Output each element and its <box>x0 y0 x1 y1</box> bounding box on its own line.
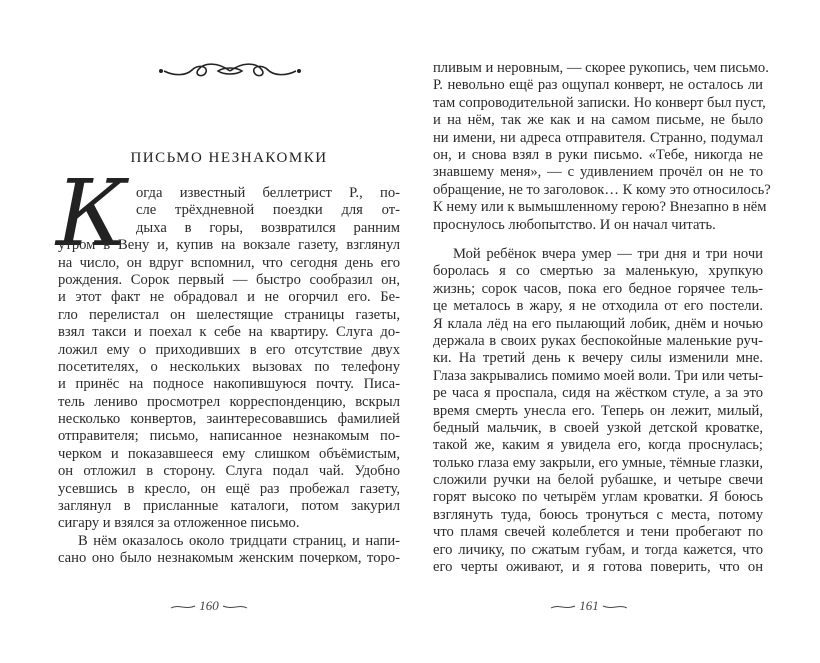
text-line: несколько конвертов, заинтересовавшись фамилией <box>58 411 400 428</box>
text-line: ре часа я проспала, сидя на жёстком стуле, а за это <box>433 385 763 402</box>
text-line: пливым и неровным, — скорее рукопись, чем письмо. <box>433 60 769 76</box>
text-line: сле трёхдневной поездки для от- <box>136 202 400 219</box>
text-line: он, и снова взял в руки письмо. «Тебе, никогда не <box>433 146 763 163</box>
text-line: обращение, не то заголовок… К кому это относилось? <box>433 181 771 198</box>
page-number-right <box>550 598 628 614</box>
right-page <box>410 0 820 663</box>
text-line: отправителя; письмо, написанное незнакомым по- <box>58 428 400 445</box>
right-page-paragraph-1 <box>433 60 771 234</box>
text-line: дыха в горы, возвратился ранним <box>136 219 400 236</box>
text-line: усевшись в кресло, он ещё раз пробежал газету, <box>58 480 400 497</box>
text-line: время смерть унесла его. Теперь он лежит, милый, <box>433 402 763 419</box>
text-line: ки. На третий день к вечеру силы изменили мне. <box>433 350 763 367</box>
swash-left-icon <box>170 603 196 611</box>
flourish-ornament-icon <box>158 58 302 84</box>
text-line: сигару и взялся за отложенное письмо. <box>58 515 300 532</box>
text-line: взглянуть туда, боюсь тронуться с места, потому <box>433 506 763 523</box>
text-line: боролась я со смертью за маленькую, хрупкую <box>433 263 763 280</box>
text-line: его черты оживают, и я готова поверить, что он <box>433 559 763 576</box>
text-line: огда известный беллетрист Р., по- <box>136 185 400 201</box>
swash-right-icon <box>602 603 628 611</box>
text-line: взял такси и поехал к себе на квартиру. Слуга до- <box>58 324 400 341</box>
text-line: там сопроводительной записки. Но конверт был пуст, <box>433 94 766 111</box>
swash-left-icon <box>550 603 576 611</box>
text-line: Мой ребёнок вчера умер — три дня и три ночи <box>453 246 763 262</box>
text-line: К нему или к вымышленному герою? Внезапно в нём <box>433 199 767 216</box>
text-line: це металось в жару, я не отходила от его постели. <box>433 298 763 315</box>
text-line: и этот факт не обрадовал и не огорчил его. Бе- <box>58 289 400 306</box>
text-line: знавшему меня», — с удивлением прочёл он не то <box>433 164 763 181</box>
text-line: жизнь; сорок часов, пока его бедное горячее тель- <box>433 280 763 297</box>
text-line: посетителях, о нескольких вызовах по телефону <box>58 358 400 375</box>
text-line: тель лениво просмотрел корреспонденцию, вскрыл <box>58 393 400 410</box>
text-line: Я клала лёд на его пылающий лобик, днём и ночью <box>433 315 763 332</box>
drop-cap: К <box>56 160 128 267</box>
text-line: черком и показавшееся ему слишком объёмистым, <box>58 445 400 462</box>
text-line: рождения. Сорок первый — быстро сообразил он, <box>58 271 400 288</box>
text-line: ложил ему о приходивших в его отсутствие двух <box>58 341 400 358</box>
text-line: ни имени, ни адреса отправителя. Странно, подумал <box>433 129 763 146</box>
text-line: сложили ручки на белой рубашке, и четыре свечи <box>433 472 763 489</box>
text-line: держала в своих руках беспокойные маленькие руч- <box>433 332 763 349</box>
text-line: только глаза ему закрыли, его умные, тёмные глазки, <box>433 454 763 471</box>
text-line: Глаза закрывались помимо моей воли. Три или четы- <box>433 367 764 384</box>
text-line: гло перелистал он шелестящие страницы газеты, <box>58 306 400 323</box>
text-line: его личику, по сжатым губам, и тогда кажется, что <box>433 541 763 558</box>
page-number-label: 161 <box>579 598 599 613</box>
text-line: и на нём, так же как и на самом письме, не было <box>433 112 763 129</box>
text-line: заглянул в присланные каталоги, потом закурил <box>58 498 400 515</box>
text-line: сано оно было незнакомым женским почерком, торо- <box>58 550 400 567</box>
right-page-paragraph-2 <box>433 246 763 576</box>
left-page-text <box>58 185 400 568</box>
swash-right-icon <box>222 603 248 611</box>
text-line: горят высоко по четырём углам кроватки. Я боюсь <box>433 489 763 506</box>
page-number-left <box>170 598 248 614</box>
text-line: он отложил в сторону. Слуга подал чай. Удобно <box>58 463 400 480</box>
text-line: Р. невольно ещё раз ощупал конверт, не осталось ли <box>433 77 763 94</box>
text-line: проснулось любопытство. И он начал читать. <box>433 216 716 233</box>
text-line: В нём оказалось около тридцати страниц, и напи- <box>78 532 400 549</box>
text-line: и принёс на подносе накопившуюся почту. Писа- <box>58 376 400 393</box>
text-line: бедный мальчик, в своей узкой детской кроватке, <box>433 419 763 436</box>
text-line: такой же, каким я увидела его, когда проснулась; <box>433 437 763 454</box>
page-number-label: 160 <box>199 598 219 613</box>
text-line: что пламя свечей колеблется и тени пробегают по <box>433 524 763 541</box>
text-line: на число, он вдруг вспомнил, что сегодня день его <box>58 254 400 271</box>
text-line: утром в Вену и, купив на вокзале газету, взглянул <box>58 237 400 254</box>
chapter-title: ПИСЬМО НЕЗНАКОМКИ <box>130 150 328 166</box>
